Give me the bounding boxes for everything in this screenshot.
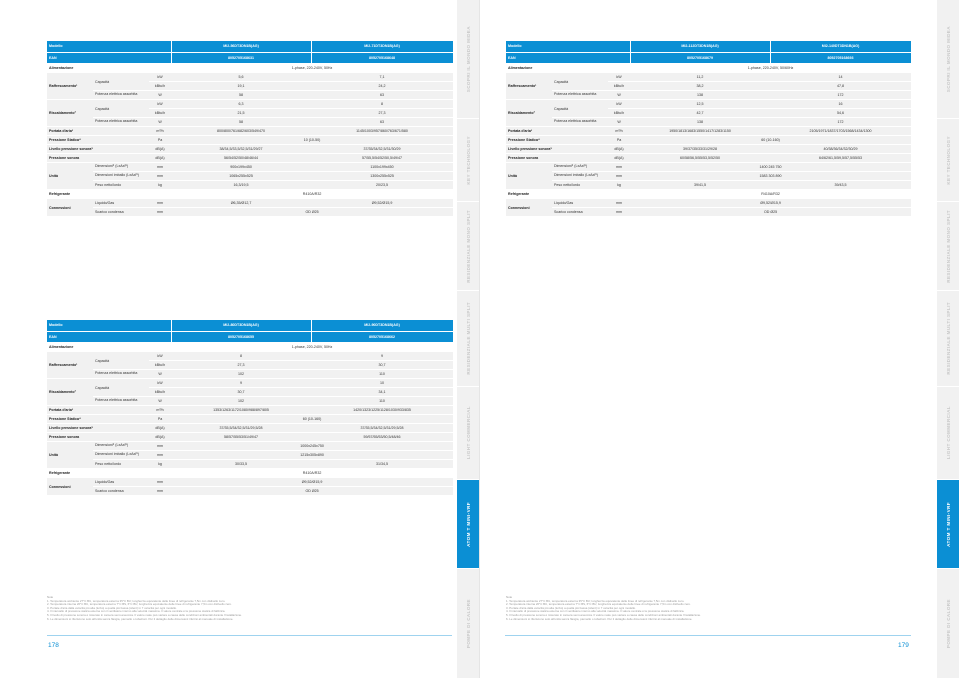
label-capacita: Capacità [93, 100, 149, 118]
unit-cell: kW [149, 352, 171, 361]
model-cell: MI2-140DT3DN1B(AG) [770, 41, 911, 52]
value-cell: 9 [311, 352, 453, 361]
label-potenza: Potenza elettrica assorbita [552, 118, 608, 127]
value-cell: 37/35,5/34/32,5/31/29,5/28 [171, 424, 311, 433]
value-cell: 64/62/61,5/59,5/57,5/55/53 [770, 154, 911, 163]
notes-right [506, 596, 911, 621]
power-cell: 1-phase, 220-240V, 50Hz [171, 343, 453, 352]
value-cell: 11,2 [630, 73, 770, 82]
value-cell: Ø6,35/Ø12,7 [171, 199, 311, 208]
label-unita: Unità [47, 163, 93, 190]
value-cell: 900x199x450 [171, 163, 311, 172]
label-dimensioni: Dimensioni⁶ (LxAxP) [93, 163, 149, 172]
value-cell: Ø9,52/Ø15,9 [311, 199, 453, 208]
value-cell: 10 [311, 379, 453, 388]
value-cell: 110 [311, 370, 453, 379]
label-dimensioni: Dimensioni⁶ (LxAxP) [552, 163, 608, 172]
value-cell: 37/35,5/34/32,5/31/29,5/28 [311, 424, 453, 433]
value-cell: R410A/R32 [171, 190, 453, 199]
value-cell: 21,5 [171, 109, 311, 118]
label-peso: Peso netto/lordo [93, 181, 149, 190]
value-cell: 30,7 [171, 388, 311, 397]
value-cell: 34,1 [311, 388, 453, 397]
notes-title: Note [47, 595, 54, 599]
unit-cell: kg [149, 460, 171, 469]
label-raffrescamento: Raffrescamento¹ [47, 352, 93, 379]
note-line: 6. Le dimensioni si riferiscono solo all'unità senza flangia, pannello o tubazioni. Per il dettaglio delle dimensioni riferirsi al manuale di installazione. [47, 616, 234, 621]
side-tab-3[interactable]: RESIDENZIALE MULTI SPLIT [457, 291, 479, 387]
unit-cell: mm [149, 199, 171, 208]
side-tab-5[interactable]: ATOM T MINI-VRF [937, 480, 959, 569]
side-tab-4[interactable]: LIGHT COMMERCIAL [937, 387, 959, 480]
label-potenza: Potenza elettrica assorbita [552, 91, 608, 100]
label-livello: Livello pressione sonora⁵ [47, 424, 149, 433]
label-ean: EAN [506, 52, 630, 64]
label-modello: Modello [506, 41, 630, 52]
label-potenza: Potenza elettrica assorbita [93, 397, 149, 406]
value-cell: 24,2 [311, 82, 453, 91]
unit-cell: kW [149, 379, 171, 388]
unit-cell: W [149, 91, 171, 100]
label-imballo: Dimensioni imballo (LxAxP) [93, 172, 149, 181]
value-cell: 39/43,5 [770, 181, 911, 190]
value-cell: 172 [770, 118, 911, 127]
value-cell: 1145/1003/957/860/763/671/580 [311, 127, 453, 136]
power-cell: 1-phase, 220-240V, 50Hz [171, 64, 453, 73]
value-cell: 16,3/19,5 [171, 181, 311, 190]
note-line: 2. Temperatura interna 20°C BU, temperatura esterna 7°C BS, 6°C BU; lunghezza equivalente delle linee di refrigerante 7,5m con dislivello zero. [506, 602, 691, 607]
label-liquido-gas: Liquido/Gas [552, 199, 608, 208]
value-cell: OD Ø25 [171, 487, 453, 496]
label-statica: Pressione Statica⁴ [47, 415, 149, 424]
spec-table-t1 [47, 41, 454, 217]
label-portata: Portata d'aria³ [47, 406, 149, 415]
value-cell: 5,6 [171, 73, 311, 82]
side-tab-0[interactable]: SCOPRI IL MONDO MIDEA [457, 0, 479, 119]
note-line: 4. Il intervallo di pressione statica esterna con il ventilatore interno alla velocità massima. Il valore centrale è la pressione statica di fabbrica. [47, 609, 226, 614]
side-tabs-right-page [937, 0, 959, 678]
unit-cell: kBtu/h [149, 82, 171, 91]
unit-cell: kW [608, 100, 630, 109]
value-cell: 56/54/52/50/48/46/44 [171, 154, 311, 163]
label-modello: Modello [47, 41, 171, 52]
value-cell: 60 (10-160) [171, 415, 453, 424]
value-cell: 102 [171, 370, 311, 379]
side-tabs-left-page [457, 0, 479, 678]
label-livello: Livello pressione sonora⁵ [506, 145, 608, 154]
label-alimentazione: Alimentazione [506, 64, 630, 73]
note-line: 6. Le dimensioni si riferiscono solo all'unità senza flangia, pannello o tubazioni. Per il dettaglio delle dimensioni riferirsi al manuale di installazione. [506, 616, 693, 621]
side-tab-0[interactable]: SCOPRI IL MONDO MIDEA [937, 0, 959, 119]
label-scarico: Scarico condensa [93, 487, 149, 496]
label-capacita: Capacità [93, 73, 149, 91]
side-tab-6[interactable]: POMPE DI CALORE [937, 569, 959, 679]
unit-cell: kBtu/h [149, 109, 171, 118]
note-line: 1. Temperatura ambiente 27°C BU, temperatura esterna 35°C BU; lunghezza equivalente delle linee di refrigerante 7,5m con dislivello zero. [47, 598, 226, 603]
model-cell: MI2-112DT3DN1B(AG) [630, 41, 770, 52]
value-cell: 47,8 [770, 82, 911, 91]
side-tab-2[interactable]: RESIDENZIALE MONO SPLIT [457, 202, 479, 291]
label-alimentazione: Alimentazione [47, 64, 171, 73]
value-cell: 58 [171, 118, 311, 127]
ean-cell: 8052705168679 [630, 52, 770, 64]
unit-cell: kW [149, 73, 171, 82]
side-tab-3[interactable]: RESIDENZIALE MULTI SPLIT [937, 291, 959, 387]
value-cell: OD Ø25 [171, 208, 453, 217]
label-peso: Peso netto/lordo [552, 181, 608, 190]
value-cell: 1420/1323/1225/1128/1030/933/835 [311, 406, 453, 415]
label-riscaldamento: Riscaldamento² [47, 100, 93, 127]
label-portata: Portata d'aria³ [47, 127, 149, 136]
footer-rule [505, 635, 911, 636]
label-refrigerante: Refrigerante [47, 469, 171, 478]
value-cell: 19,1 [171, 82, 311, 91]
value-cell: 60 (10-160) [630, 136, 911, 145]
unit-cell: m³/h [149, 406, 171, 415]
label-refrigerante: Refrigerante [506, 190, 630, 199]
value-cell: 12,5 [630, 100, 770, 109]
unit-cell: dB(A) [608, 145, 630, 154]
notes-title: Note [506, 595, 513, 599]
value-cell: 63 [311, 118, 453, 127]
value-cell: 1300x255x525 [311, 172, 453, 181]
note-line: 5. Il livello di pressione sonora è misurato in camera semi-anecoica. Il valore reale può variare a causa delle condizioni ambientali durante l'installazione. [47, 612, 242, 617]
label-potenza: Potenza elettrica assorbita [93, 91, 149, 100]
side-tab-1[interactable]: KEY TECHNOLOGY [937, 119, 959, 202]
side-tab-6[interactable]: POMPE DI CALORE [457, 569, 479, 679]
spec-table-t2 [506, 41, 912, 217]
value-cell: 138 [630, 91, 770, 100]
note-line: 3. Portate d'aria dalla velocità più alta (turbo) a quella più bassa (silent) in 7 velocità per ogni modello. [506, 605, 636, 610]
unit-cell: W [149, 118, 171, 127]
note-line: 3. Portate d'aria dalla velocità più alta (turbo) a quella più bassa (silent) in 7 velocità per ogni modello. [47, 605, 177, 610]
label-statica: Pressione Statica⁴ [506, 136, 608, 145]
unit-cell: m³/h [149, 127, 171, 136]
notes-left [47, 596, 452, 621]
value-cell: 39/41,5 [630, 181, 770, 190]
value-cell: 27,3 [311, 109, 453, 118]
unit-cell: W [608, 118, 630, 127]
label-statica: Pressione Statica⁴ [47, 136, 149, 145]
label-capacita: Capacità [93, 352, 149, 370]
spec-table-t3 [47, 320, 454, 496]
ean-cell: 8052705168648 [311, 52, 453, 64]
value-cell: 2105/1971/1837/1703/1568/1434/1300 [770, 127, 911, 136]
label-imballo: Dimensioni imballo (LxAxP) [552, 172, 608, 181]
label-raffrescamento: Raffrescamento¹ [47, 73, 93, 100]
note-line: 1. Temperatura ambiente 27°C BU, temperatura esterna 35°C BU; lunghezza equivalente delle linee di refrigerante 7,5m con dislivello zero. [506, 598, 685, 603]
value-cell: 102 [171, 397, 311, 406]
value-cell: 31/34,5 [311, 460, 453, 469]
unit-cell: mm [149, 487, 171, 496]
label-sonora: Pressione sonora [47, 154, 149, 163]
label-alimentazione: Alimentazione [47, 343, 171, 352]
unit-cell: W [149, 397, 171, 406]
model-cell: MI2-56DT3DN1B(AG) [171, 41, 311, 52]
label-potenza: Potenza elettrica assorbita [93, 118, 149, 127]
value-cell: 30,7 [311, 361, 453, 370]
label-connessioni: Connessioni [506, 199, 552, 217]
value-cell: 1000x245x750 [171, 442, 453, 451]
unit-cell: kBtu/h [149, 388, 171, 397]
unit-cell: Pa [149, 415, 171, 424]
label-refrigerante: Refrigerante [47, 190, 171, 199]
label-scarico: Scarico condensa [93, 208, 149, 217]
value-cell: 7,1 [311, 73, 453, 82]
value-cell: 1583 303 890 [630, 172, 911, 181]
label-capacita: Capacità [552, 73, 608, 91]
label-ean: EAN [47, 52, 171, 64]
label-riscaldamento: Riscaldamento² [506, 100, 552, 127]
unit-cell: kBtu/h [608, 82, 630, 91]
value-cell: 57/55,5/54/52/50,5/49/47 [311, 154, 453, 163]
page-number-right: 179 [898, 642, 909, 649]
label-potenza: Potenza elettrica assorbita [93, 370, 149, 379]
unit-cell: W [149, 370, 171, 379]
value-cell: 14 [770, 73, 911, 82]
unit-cell: mm [149, 478, 171, 487]
model-cell: MI2-90DT3DN1B(AG) [311, 320, 453, 331]
model-cell: MI2-71DT3DN1B(AG) [311, 41, 453, 52]
value-cell: 1100x199x450 [311, 163, 453, 172]
value-cell: 58/57/55/53/51/49/47 [171, 433, 311, 442]
value-cell: 40/38/36/34/32/30/29 [770, 145, 911, 154]
value-cell: R410A/R32 [630, 190, 911, 199]
unit-cell: mm [608, 199, 630, 208]
value-cell: Ø9,52/Ø15,9 [171, 478, 453, 487]
unit-cell: dB(A) [608, 154, 630, 163]
value-cell: 9 [171, 379, 311, 388]
value-cell: 39/37/35/33/31/29/28 [630, 145, 770, 154]
value-cell: 37/35/34/32,5/31/30/29 [311, 145, 453, 154]
unit-cell: kW [149, 100, 171, 109]
unit-cell: kBtu/h [608, 109, 630, 118]
label-unita: Unità [506, 163, 552, 190]
label-capacita: Capacità [552, 100, 608, 118]
label-connessioni: Connessioni [47, 478, 93, 496]
label-capacita: Capacità [93, 379, 149, 397]
unit-cell: mm [149, 442, 171, 451]
value-cell: OD Ø25 [630, 208, 911, 217]
ean-cell: 8052705168662 [311, 331, 453, 343]
value-cell: 1950/1813/1683/1550/1417/1283/1150 [630, 127, 770, 136]
value-cell: 63 [311, 91, 453, 100]
value-cell: 1400 245 750 [630, 163, 911, 172]
label-liquido-gas: Liquido/Gas [93, 199, 149, 208]
value-cell: 6,3 [171, 100, 311, 109]
unit-cell: Pa [608, 136, 630, 145]
value-cell: 138 [630, 118, 770, 127]
unit-cell: Pa [149, 136, 171, 145]
unit-cell: kW [608, 73, 630, 82]
unit-cell: W [608, 91, 630, 100]
value-cell: 800/800/761/682/603/549/470 [171, 127, 311, 136]
model-cell: MI2-80DT3DN1B(AG) [171, 320, 311, 331]
unit-cell: dB(A) [149, 145, 171, 154]
ean-cell: 8052705168693 [770, 52, 911, 64]
value-cell: 1215x305x890 [171, 451, 453, 460]
value-cell: 27,3 [171, 361, 311, 370]
label-raffrescamento: Raffrescamento¹ [506, 73, 552, 100]
value-cell: 54,6 [770, 109, 911, 118]
side-tab-5[interactable]: ATOM T MINI-VRF [457, 480, 479, 569]
label-scarico: Scarico condensa [552, 208, 608, 217]
label-sonora: Pressione sonora [47, 433, 149, 442]
power-cell: 1-phase, 220-240V, 50/60Hz [630, 64, 911, 73]
ean-cell: 8052705168655 [171, 331, 311, 343]
side-tab-4[interactable]: LIGHT COMMERCIAL [457, 387, 479, 480]
page-number-left: 178 [48, 642, 59, 649]
unit-cell: mm [608, 163, 630, 172]
value-cell: Ø9,52/Ø15,9 [630, 199, 911, 208]
value-cell: 8 [311, 100, 453, 109]
label-liquido-gas: Liquido/Gas [93, 478, 149, 487]
label-sonora: Pressione sonora [506, 154, 608, 163]
unit-cell: mm [149, 208, 171, 217]
unit-cell: mm [608, 172, 630, 181]
value-cell: 1353/1263/1172/1080/988/897/805 [171, 406, 311, 415]
value-cell: R410A/R32 [171, 469, 453, 478]
value-cell: 59/57/55/53/50,5/48/46 [311, 433, 453, 442]
value-cell: 172 [770, 91, 911, 100]
value-cell: 38/34,5/33,5/32,5/31/29/27 [171, 145, 311, 154]
footer-rule [47, 635, 452, 636]
unit-cell: kBtu/h [149, 361, 171, 370]
label-unita: Unità [47, 442, 93, 469]
unit-cell: dB(A) [149, 154, 171, 163]
value-cell: 10 (10-50) [171, 136, 453, 145]
value-cell: 42,7 [630, 109, 770, 118]
value-cell: 60/58/56,5/55/53,5/52/50 [630, 154, 770, 163]
note-line: 2. Temperatura interna 20°C BU, temperatura esterna 7°C BS, 6°C BU; lunghezza equivalente delle linee di refrigerante 7,5m con dislivello zero. [47, 602, 232, 607]
ean-cell: 8052705168631 [171, 52, 311, 64]
label-modello: Modello [47, 320, 171, 331]
label-connessioni: Connessioni [47, 199, 93, 217]
value-cell: 30/33,5 [171, 460, 311, 469]
label-peso: Peso netto/lordo [93, 460, 149, 469]
note-line: 5. Il livello di pressione sonora è misurato in camera semi-anecoica. Il valore reale può variare a causa delle condizioni ambientali durante l'installazione. [506, 612, 701, 617]
value-cell: 1065x255x525 [171, 172, 311, 181]
unit-cell: m³/h [608, 127, 630, 136]
label-dimensioni: Dimensioni⁶ (LxAxP) [93, 442, 149, 451]
label-ean: EAN [47, 331, 171, 343]
unit-cell: mm [149, 451, 171, 460]
unit-cell: dB(A) [149, 433, 171, 442]
unit-cell: dB(A) [149, 424, 171, 433]
value-cell: 20/23,5 [311, 181, 453, 190]
value-cell: 16 [770, 100, 911, 109]
label-imballo: Dimensioni imballo (LxAxP) [93, 451, 149, 460]
unit-cell: mm [608, 208, 630, 217]
value-cell: 8 [171, 352, 311, 361]
unit-cell: mm [149, 163, 171, 172]
unit-cell: mm [149, 172, 171, 181]
note-line: 4. Il intervallo di pressione statica esterna con il ventilatore interno alla velocità massima. Il valore centrale è la pressione statica di fabbrica. [506, 609, 685, 614]
label-riscaldamento: Riscaldamento² [47, 379, 93, 406]
value-cell: 110 [311, 397, 453, 406]
unit-cell: kg [149, 181, 171, 190]
value-cell: 58 [171, 91, 311, 100]
side-tab-1[interactable]: KEY TECHNOLOGY [457, 119, 479, 202]
label-livello: Livello pressione sonora⁵ [47, 145, 149, 154]
label-portata: Portata d'aria³ [506, 127, 608, 136]
unit-cell: kg [608, 181, 630, 190]
side-tab-2[interactable]: RESIDENZIALE MONO SPLIT [937, 202, 959, 291]
value-cell: 38,2 [630, 82, 770, 91]
